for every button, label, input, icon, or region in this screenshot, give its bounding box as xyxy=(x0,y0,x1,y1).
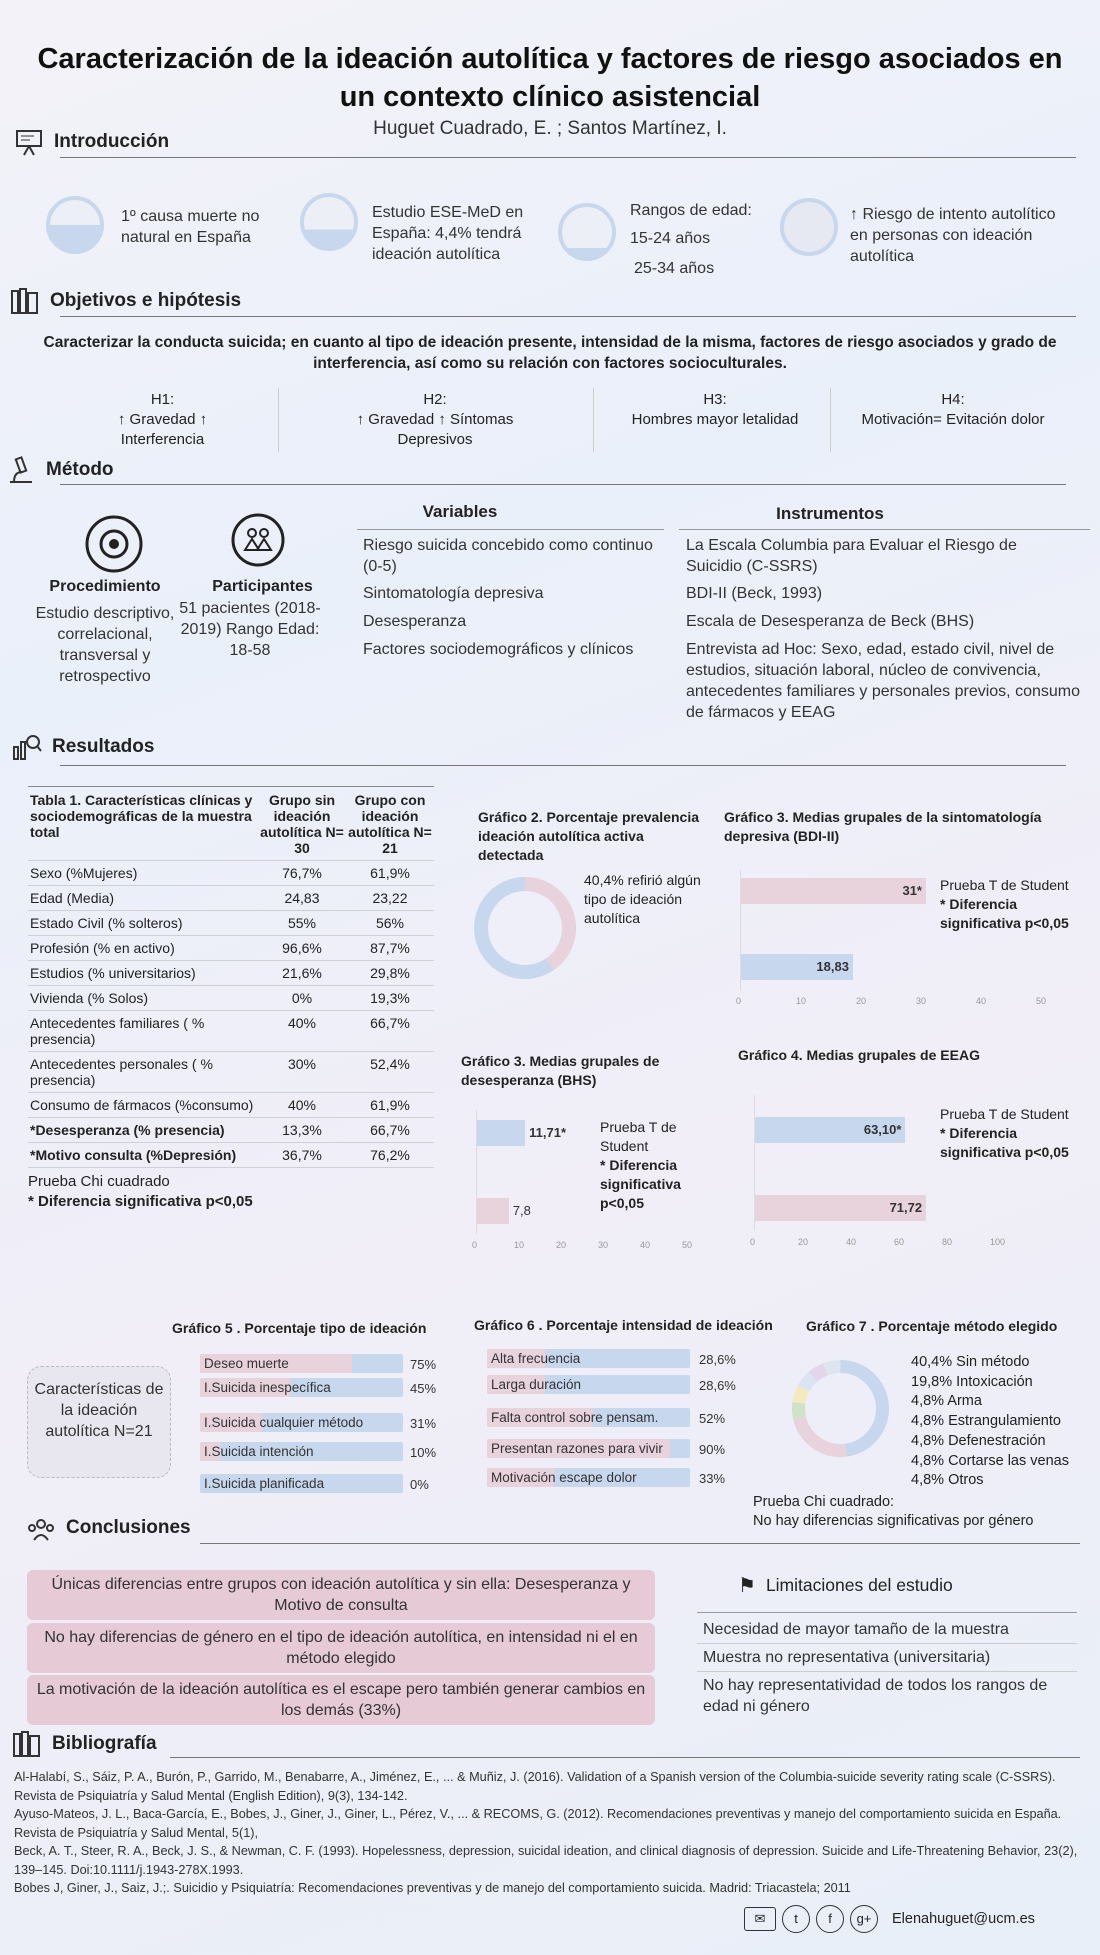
section-title: Limitaciones del estudio xyxy=(765,1575,953,1595)
divider xyxy=(679,529,1090,530)
hypothesis-text: Interferencia xyxy=(120,431,205,448)
cell-value: 56% xyxy=(346,911,434,936)
section-conclusions-heading xyxy=(26,1514,191,1542)
cell-value: 66,7% xyxy=(346,1011,434,1052)
cell-value: 0% xyxy=(258,986,346,1011)
pie-slice xyxy=(799,1389,804,1403)
axis-line xyxy=(476,1110,477,1156)
bibliography-list xyxy=(14,1768,1084,1898)
hypothesis-1 xyxy=(60,390,265,450)
ideation-summary-box: Características de la ideación autolítica N=21 xyxy=(27,1366,171,1478)
table-row xyxy=(28,936,434,961)
cell-value: 30% xyxy=(258,1052,346,1093)
cell-value: 40% xyxy=(258,1093,346,1118)
legend-item: 4,8% Cortarse las venas xyxy=(911,1452,1069,1469)
cell-value: 24,83 xyxy=(258,886,346,911)
category-label: I.Suicida planificada xyxy=(204,1476,325,1491)
table-row xyxy=(28,861,434,886)
hypothesis-label: H4: xyxy=(941,391,965,408)
facebook-icon[interactable]: f xyxy=(816,1905,844,1933)
divider xyxy=(60,316,1076,317)
chart-note-text: * Diferencia significativa p<0,05 xyxy=(940,1125,1069,1160)
books-icon xyxy=(10,287,40,315)
table-row xyxy=(28,1143,434,1168)
divider xyxy=(697,1612,1077,1613)
tick-label: 40 xyxy=(846,1237,857,1247)
data-label: 11,71* xyxy=(529,1125,567,1140)
chart-note xyxy=(600,1118,710,1213)
section-title: Bibliografía xyxy=(52,1733,157,1754)
data-label: 90% xyxy=(699,1442,726,1457)
cell-value: 23,22 xyxy=(346,886,434,911)
row-label: Estado Civil (% solteros) xyxy=(28,911,258,936)
hypothesis-label: H2: xyxy=(423,391,447,408)
divider xyxy=(697,1643,1077,1644)
column-header: Grupo con ideación autolítica N= 21 xyxy=(346,788,434,861)
table-header-row xyxy=(28,788,434,861)
category-label: Alta frecuencia xyxy=(491,1351,581,1366)
section-bibliography-heading xyxy=(12,1730,157,1758)
data-label: 33% xyxy=(699,1471,726,1486)
cell-value: 96,6% xyxy=(258,936,346,961)
row-label: *Desesperanza (% presencia) xyxy=(28,1118,258,1143)
row-label: Antecedentes personales ( % presencia) xyxy=(28,1052,258,1093)
table-caption: Tabla 1. Características clínicas y sociodemográficas de la muestra total xyxy=(28,788,258,861)
category-label: I.Suicida cualquier método xyxy=(204,1415,364,1430)
hypothesis-text: ↑ Gravedad ↑ xyxy=(117,411,208,428)
section-title: Método xyxy=(46,459,114,480)
pie-slice xyxy=(799,1403,800,1418)
email-link[interactable]: Elenahuguet@ucm.es xyxy=(892,1911,1035,1927)
limitation-item: Muestra no representativa (universitaria) xyxy=(703,1649,991,1666)
tick-label: 100 xyxy=(990,1237,1006,1247)
table-row xyxy=(28,986,434,1011)
instruments-title: Instrumentos xyxy=(776,504,884,523)
reference-item: Al-Halabí, S., Sáiz, P. A., Burón, P., Garrido, M., Benabarre, A., Jiménez, E., ... & Muñiz, J. (2016). Validation of a Spanish version of the Columbia-suicide severity rating scale (C-SSRS). Revista de Psiquiatría y Salud Mental (English Edition), 9(3), 134-142. xyxy=(14,1770,1056,1803)
tick-label: 20 xyxy=(556,1240,567,1250)
reference-item: Bobes J, Giner, J., Saiz, J.;. Suicidio y Psiquiatría: Recomendaciones preventivas y de manejo del comportamiento suicida. Madrid: Triacastela; 2011 xyxy=(14,1881,851,1895)
divider xyxy=(28,786,434,787)
hypothesis-text: Hombres mayor letalidad xyxy=(631,411,799,428)
limitation-item: Necesidad de mayor tamaño de la muestra xyxy=(703,1621,1009,1638)
legend-item: 4,8% Estrangulamiento xyxy=(911,1413,1061,1430)
cell-value: 61,9% xyxy=(346,861,434,886)
limitations-heading xyxy=(738,1573,953,1598)
data-label: 75% xyxy=(410,1357,437,1372)
tick-label: 40 xyxy=(976,996,987,1006)
category-label: I.Suicida intención xyxy=(204,1444,314,1459)
gear-icon xyxy=(84,514,144,574)
chart-legend xyxy=(911,1353,1069,1491)
donut-chart-method xyxy=(790,1358,896,1464)
divider xyxy=(60,157,1076,158)
row-label: *Motivo consulta (%Depresión) xyxy=(28,1143,258,1168)
chart-title: Gráfico 4. Medias grupales de EEAG xyxy=(738,1047,980,1063)
row-label: Sexo (%Mujeres) xyxy=(28,861,258,886)
instrument-item: Entrevista ad Hoc: Sexo, edad, estado civil, nivel de estudios, situación laboral, núcleo de convivencia, antecedentes familiares y personales previos, consumo de fármacos y EEAG xyxy=(686,641,1080,721)
cell-value: 61,9% xyxy=(346,1093,434,1118)
table-note: Prueba Chi cuadrado xyxy=(28,1173,170,1190)
pie-slice xyxy=(800,1418,846,1451)
section-method-heading xyxy=(6,456,114,484)
table-row xyxy=(28,911,434,936)
bar-chart-ideation-type xyxy=(200,1350,445,1500)
legend-item: 19,8% Intoxicación xyxy=(911,1373,1033,1390)
cell-value: 55% xyxy=(258,911,346,936)
objective-statement: Caracterizar la conducta suicida; en cuanto al tipo de ideación presente, intensidad de la misma, factores de riesgo asociados y grado de interferencia, así como su relación con factores socioculturales. xyxy=(43,334,1057,372)
participants-text: 51 pacientes (2018-2019) Rango Edad: 18-58 xyxy=(179,600,321,659)
chart-note-text: Prueba T de Student xyxy=(940,877,1069,893)
cell-value: 76,2% xyxy=(346,1143,434,1168)
instrument-item: Escala de Desesperanza de Beck (BHS) xyxy=(686,613,975,630)
cell-value: 52,4% xyxy=(346,1052,434,1093)
table-row xyxy=(28,886,434,911)
reference-item: Ayuso-Mateos, J. L., Baca-García, E., Bobes, J., Giner, J., Giner, L., Pérez, V., ... & RECOMS, G. (2012). Recomendaciones preventivas y manejo del comportamiento suicida en España. Revista de Psiquiatría y Salud Mental, 5(1), xyxy=(14,1807,1062,1840)
data-label: 18,83 xyxy=(816,959,849,974)
table-row xyxy=(28,1011,434,1052)
stat-circle xyxy=(558,203,616,261)
intro-item: Estudio ESE-MeD en España: 4,4% tendrá ideación autolítica xyxy=(372,204,524,263)
data-label: 45% xyxy=(410,1381,437,1396)
bar-chart-ideation-intensity xyxy=(487,1348,737,1498)
category-label: Falta control sobre pensam. xyxy=(491,1410,659,1425)
hypothesis-4 xyxy=(838,390,1068,430)
variables-title: Variables xyxy=(422,502,498,521)
data-label: 0% xyxy=(410,1477,429,1492)
intro-item: 15-24 años xyxy=(630,230,711,247)
chart-title: Gráfico 3. Medias grupales de la sintomatología depresiva (BDI-II) xyxy=(724,809,1042,844)
cell-value: 40% xyxy=(258,1011,346,1052)
chart-title: Gráfico 5 . Porcentaje tipo de ideación xyxy=(172,1320,427,1336)
category-label: Larga duración xyxy=(491,1377,582,1392)
row-label: Vivienda (% Solos) xyxy=(28,986,258,1011)
variable-item: Sintomatología depresiva xyxy=(363,585,544,602)
stat-circle xyxy=(46,196,104,254)
participants-title: Participantes xyxy=(212,578,313,595)
results-table xyxy=(28,786,434,1212)
section-title: Objetivos e hipótesis xyxy=(50,290,242,311)
intro-item: ↑ Riesgo de intento autolítico en personas con ideación autolítica xyxy=(850,206,1056,265)
row-label: Consumo de fármacos (%consumo) xyxy=(28,1093,258,1118)
conclusion-item: La motivación de la ideación autolítica es el escape pero también generar cambios en los demás (33%) xyxy=(27,1675,655,1725)
data-label: 7,8 xyxy=(512,1203,531,1218)
instrument-item: BDI-II (Beck, 1993) xyxy=(686,585,823,602)
data-label: 31% xyxy=(410,1416,437,1431)
hypothesis-text: Motivación= Evitación dolor xyxy=(861,411,1045,428)
conclusion-item: No hay diferencias de género en el tipo de ideación autolítica, en intensidad ni el en método elegido xyxy=(27,1623,655,1673)
twitter-icon[interactable]: t xyxy=(782,1905,810,1933)
cell-value: 19,3% xyxy=(346,986,434,1011)
pie-slice xyxy=(481,884,550,972)
data-label: 28,6% xyxy=(699,1352,736,1367)
tick-label: 0 xyxy=(750,1237,756,1247)
pie-slice xyxy=(826,1367,841,1370)
tick-label: 30 xyxy=(598,1240,609,1250)
hypothesis-label: H1: xyxy=(150,391,175,408)
tick-label: 60 xyxy=(894,1237,905,1247)
divider xyxy=(170,1757,1080,1758)
chart-note-text: * Diferencia significativa p<0,05 xyxy=(940,896,1069,931)
data-label: 31* xyxy=(902,883,922,898)
google-plus-icon[interactable]: g+ xyxy=(850,1905,878,1933)
cell-value: 87,7% xyxy=(346,936,434,961)
table xyxy=(28,788,434,1168)
data-label: 28,6% xyxy=(699,1378,736,1393)
stat-circle xyxy=(300,193,358,251)
legend-item: 4,8% Arma xyxy=(911,1393,982,1410)
hypothesis-2 xyxy=(300,390,570,450)
table-row xyxy=(28,1052,434,1093)
category-label: Motivación escape dolor xyxy=(491,1470,637,1485)
chart-note-text: Prueba Chi cuadrado: xyxy=(753,1494,895,1510)
legend-item: 40,4% Sin método xyxy=(911,1354,1030,1370)
section-objectives-heading xyxy=(10,287,241,315)
divider xyxy=(357,529,664,530)
variable-item: Factores sociodemográficos y clínicos xyxy=(363,641,634,658)
section-title: Conclusiones xyxy=(66,1517,191,1538)
category-label: I.Suicida inespecífica xyxy=(204,1380,331,1395)
row-label: Edad (Media) xyxy=(28,886,258,911)
tick-label: 20 xyxy=(798,1237,809,1247)
chart-note-text: Prueba T de Student xyxy=(940,1106,1069,1122)
tick-label: 20 xyxy=(856,996,867,1006)
chart-title: Gráfico 3. Medias grupales de desesperanza (BHS) xyxy=(461,1053,660,1088)
intro-item: 25-34 años xyxy=(634,260,715,277)
team-icon xyxy=(26,1514,56,1542)
books-icon xyxy=(12,1730,42,1758)
tick-label: 0 xyxy=(736,996,742,1006)
authors: Huguet Cuadrado, E. ; Santos Martínez, I. xyxy=(373,118,727,139)
divider xyxy=(60,765,1066,766)
chart-search-icon xyxy=(12,733,42,761)
data-label: 52% xyxy=(699,1411,726,1426)
cell-value: 66,7% xyxy=(346,1118,434,1143)
cell-value: 13,3% xyxy=(258,1118,346,1143)
category-label: Presentan razones para vivir xyxy=(491,1441,663,1456)
cell-value: 36,7% xyxy=(258,1143,346,1168)
variable-item: Riesgo suicida concebido como continuo (0-5) xyxy=(363,537,653,575)
chart-note-text: Prueba T de Student xyxy=(600,1119,677,1154)
bar xyxy=(476,1198,509,1224)
chart-title: Gráfico 7 . Porcentaje método elegido xyxy=(806,1318,1058,1334)
divider xyxy=(593,388,594,452)
data-label: 63,10* xyxy=(863,1122,902,1137)
divider xyxy=(200,1543,1080,1544)
chart-note xyxy=(940,876,1080,933)
page-title: Caracterización de la ideación autolítica y factores de riesgo asociados en un contexto clínico asistencial xyxy=(37,43,1063,113)
microscope-icon xyxy=(6,456,36,484)
divider xyxy=(60,484,1066,485)
section-intro-heading xyxy=(14,128,169,156)
people-icon xyxy=(230,512,286,568)
hypothesis-text: ↑ Gravedad ↑ Síntomas xyxy=(356,411,514,428)
cell-value: 29,8% xyxy=(346,961,434,986)
table-row xyxy=(28,1093,434,1118)
chart-title: Gráfico 6 . Porcentaje intensidad de ideación xyxy=(474,1317,773,1333)
chart-note xyxy=(753,1493,1033,1531)
donut-chart xyxy=(472,875,582,985)
tick-label: 0 xyxy=(472,1240,478,1250)
hypothesis-text: Depresivos xyxy=(397,431,473,448)
tick-label: 50 xyxy=(1036,996,1047,1006)
footer-contacts xyxy=(744,1905,1035,1933)
procedure-title: Procedimiento xyxy=(49,578,161,595)
chart-note xyxy=(940,1105,1080,1162)
divider xyxy=(278,388,279,452)
divider xyxy=(830,388,831,452)
section-title: Resultados xyxy=(52,736,155,757)
intro-item: Rangos de edad: xyxy=(630,202,752,219)
stat-circle xyxy=(780,198,838,256)
conclusion-item: Únicas diferencias entre grupos con ideación autolítica y sin ella: Desesperanza y Motivo de consulta xyxy=(27,1570,655,1620)
limitation-item: No hay representatividad de todos los rangos de edad ni género xyxy=(703,1677,1048,1715)
hypothesis-label: H3: xyxy=(703,391,727,408)
tick-label: 30 xyxy=(916,996,927,1006)
legend-item: 4,8% Otros xyxy=(911,1472,984,1489)
chart-note-text: No hay diferencias significativas por género xyxy=(753,1513,1034,1529)
chart-label: 40,4% refirió algún tipo de ideación autolítica xyxy=(584,872,701,926)
pie-slice xyxy=(525,884,569,964)
pie-slice xyxy=(804,1377,813,1389)
mail-icon[interactable]: ✉ xyxy=(744,1907,776,1931)
pie-slice xyxy=(813,1369,826,1377)
axis-line xyxy=(754,1095,755,1231)
section-results-heading xyxy=(12,733,154,761)
procedure-text: Estudio descriptivo, correlacional, transversal y retrospectivo xyxy=(35,605,175,685)
bar xyxy=(476,1120,525,1146)
row-label: Antecedentes familiares ( % presencia) xyxy=(28,1011,258,1052)
tick-label: 50 xyxy=(682,1240,693,1250)
chart-note-text: * Diferencia significativa p<0,05 xyxy=(600,1157,681,1211)
intro-item: 1º causa muerte no natural en España xyxy=(121,208,260,246)
pie-slice xyxy=(841,1367,883,1451)
category-label: Deseo muerte xyxy=(204,1356,289,1371)
tick-label: 40 xyxy=(640,1240,651,1250)
variable-item: Desesperanza xyxy=(363,613,467,630)
divider xyxy=(697,1671,1077,1672)
tick-label: 10 xyxy=(796,996,807,1006)
row-label: Profesión (% en activo) xyxy=(28,936,258,961)
table-row xyxy=(28,1118,434,1143)
legend-item: 4,8% Defenestración xyxy=(911,1432,1046,1449)
table-row xyxy=(28,961,434,986)
tick-label: 80 xyxy=(942,1237,953,1247)
cell-value: 76,7% xyxy=(258,861,346,886)
row-label: Estudios (% universitarios) xyxy=(28,961,258,986)
tick-label: 10 xyxy=(514,1240,525,1250)
section-title: Introducción xyxy=(54,131,170,152)
presentation-icon xyxy=(14,128,44,156)
cell-value: 21,6% xyxy=(258,961,346,986)
table-note: * Diferencia significativa p<0,05 xyxy=(28,1193,253,1210)
chart-title: Gráfico 2. Porcentaje prevalencia ideación autolítica activa detectada xyxy=(478,809,699,863)
instrument-item: La Escala Columbia para Evaluar el Riesgo de Suicidio (C-SSRS) xyxy=(686,537,1017,575)
data-label: 71,72 xyxy=(889,1200,923,1215)
data-label: 10% xyxy=(410,1445,437,1460)
column-header: Grupo sin ideación autolítica N= 30 xyxy=(258,788,346,861)
axis-line xyxy=(740,870,741,990)
reference-item: Beck, A. T., Steer, R. A., Beck, J. S., & Newman, C. F. (1993). Hopelessness, depression, suicidal ideation, and clinical diagnosis of depression. Suicide and Life-Threatening Behavior, 23(2), 139–145. Doi:10.1111/j.1943-278X.1993. xyxy=(14,1844,1078,1877)
hypothesis-3 xyxy=(600,390,830,430)
signpost-icon: ⚑ xyxy=(738,1575,756,1597)
